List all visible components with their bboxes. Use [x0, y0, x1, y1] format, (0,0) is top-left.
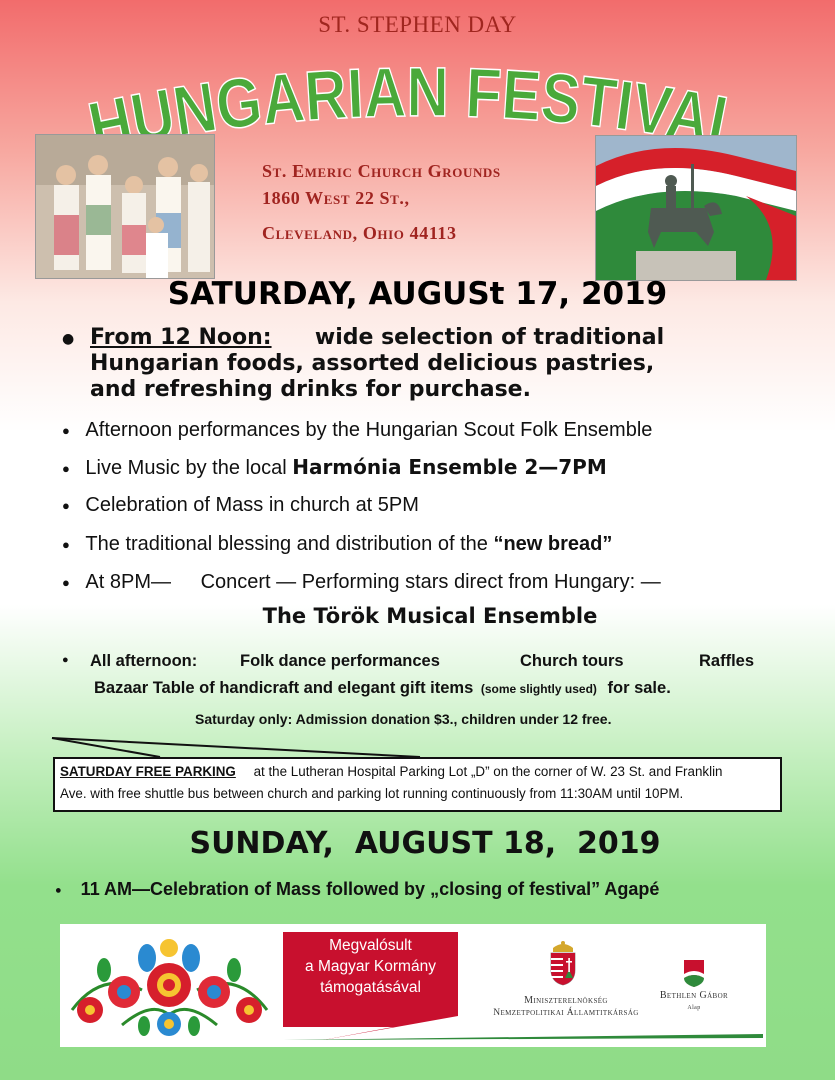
- item-text-bold: Harmónia Ensemble 2—7PM: [292, 455, 607, 479]
- item-text: Raffles: [699, 652, 755, 670]
- embroidery-flower-icon: [62, 930, 277, 1042]
- bethlen-gabor-shield-icon: [682, 958, 706, 988]
- ministry-text-2: Nemzetpolitikai Államtitkárság: [493, 1008, 639, 1018]
- item-text: Bazaar Table of handicraft and elegant gift items: [94, 679, 474, 697]
- address-line-3: Cleveland, Ohio 44113: [262, 223, 457, 243]
- saturday-item-new-bread: [62, 533, 612, 556]
- bullet-icon: ●: [62, 537, 70, 553]
- food-text-line2: Hungarian foods, assorted delicious pastries,: [90, 351, 655, 376]
- bullet-icon: ●: [62, 423, 70, 439]
- item-text: 11 AM—Celebration of Mass followed by „closing of festival” Agapé: [80, 879, 660, 899]
- admission-note: Saturday only: Admission donation $3., children under 12 free.: [195, 711, 612, 727]
- bullet-icon: ●: [62, 654, 69, 666]
- item-text: Concert — Performing stars direct from Hungary: —: [200, 571, 661, 593]
- address-line-2: 1860 West 22 St.,: [262, 188, 410, 208]
- venue-address: [262, 158, 501, 247]
- gov-text-1: Megvalósult: [329, 937, 412, 954]
- ministry-text-1: Miniszterelnökség: [524, 995, 608, 1006]
- parking-text-2: Ave. with free shuttle bus between church and parking lot running continuously from 11:30AM until 10PM.: [60, 786, 684, 801]
- saturday-date: SATURDAY, AUGUSt 17, 2019: [167, 276, 668, 312]
- item-text: The traditional blessing and distribution of the: [85, 533, 494, 555]
- saturday-item-live-music: [62, 455, 607, 480]
- hungarian-coat-of-arms-icon: [548, 940, 578, 986]
- parking-info-box: [53, 757, 782, 812]
- bullet-icon: ●: [62, 498, 70, 514]
- sunday-item-mass: [55, 879, 659, 900]
- sunday-date: SUNDAY, AUGUST 18, 2019: [189, 826, 661, 861]
- item-text-bold: “new bread”: [493, 533, 613, 555]
- item-text: Church tours: [520, 652, 624, 670]
- callout-pointer: [0, 730, 835, 760]
- item-text: Afternoon performances by the Hungarian Scout Folk Ensemble: [85, 419, 653, 441]
- folk-dancers-photo: [35, 134, 215, 279]
- item-text: Live Music: [85, 457, 180, 479]
- st-stephen-statue-photo: [595, 135, 797, 281]
- food-time-label: From 12 Noon:: [90, 325, 272, 350]
- item-text: Celebration of Mass: [85, 494, 264, 516]
- bullet-icon: ●: [55, 884, 62, 897]
- item-text: in church at 5PM: [263, 494, 419, 516]
- parking-text-1: at the Lutheran Hospital Parking Lot „D” on the corner of W. 23 St. and Franklin: [253, 764, 723, 779]
- ministry-logo-text: [486, 995, 646, 1019]
- item-text: At 8PM—: [85, 571, 171, 593]
- bullet-icon: ●: [62, 461, 70, 477]
- bethlen-text-1: Bethlen Gábor: [659, 990, 729, 1001]
- item-text: for sale.: [607, 679, 671, 697]
- festival-title: HUNGARIAN FESTIVAL: [82, 52, 760, 160]
- address-line-1: St. Emeric Church Grounds: [262, 161, 501, 181]
- saturday-item-scout-ensemble: [62, 419, 652, 442]
- food-text-line3: and refreshing drinks for purchase.: [90, 377, 531, 402]
- gov-text-3: támogatásával: [320, 979, 421, 996]
- hungarian-government-support-badge: [283, 932, 458, 1004]
- bullet-icon: ●: [62, 575, 70, 591]
- item-text: Folk dance performances: [240, 652, 440, 670]
- concert-ensemble-name: The Török Musical Ensemble: [262, 604, 598, 628]
- bethlen-gabor-logo-text: [654, 990, 734, 1014]
- bullet-icon: ●: [62, 331, 75, 347]
- saturday-item-concert: [62, 571, 661, 594]
- gov-text-2: a Magyar Kormány: [305, 958, 436, 975]
- food-text: wide selection of traditional: [314, 325, 665, 350]
- item-text-small: (some slightly used): [480, 682, 597, 696]
- parking-label: SATURDAY FREE PARKING: [60, 764, 236, 779]
- item-text: by the local: [179, 457, 293, 479]
- festival-subtitle: ST. STEPHEN DAY: [318, 12, 517, 37]
- item-text: All afternoon:: [90, 652, 198, 670]
- bethlen-text-2: Alap: [687, 1005, 701, 1011]
- saturday-item-mass: [62, 494, 419, 517]
